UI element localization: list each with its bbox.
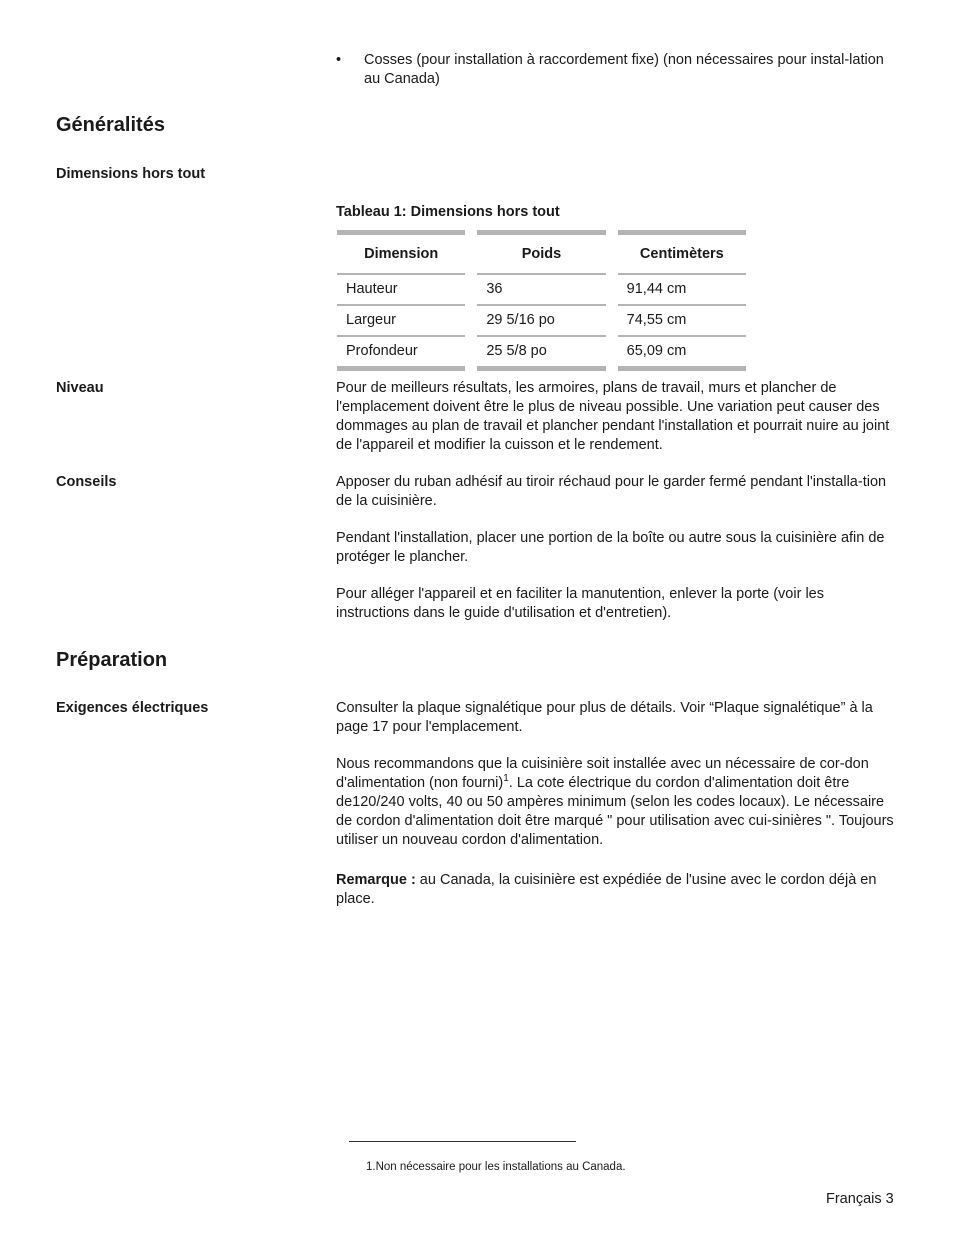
table-caption: Tableau 1: Dimensions hors tout — [336, 204, 560, 220]
table-cell: 65,09 cm — [618, 337, 746, 371]
table-cell: Hauteur — [337, 275, 465, 306]
table-cell: 74,55 cm — [618, 306, 746, 337]
electrical-paragraph-1 — [336, 699, 900, 737]
electrical-paragraph-2 — [336, 755, 900, 850]
table-header-cell: Dimension — [337, 230, 465, 275]
remark-label: Remarque : — [336, 872, 416, 888]
electrical-text: Consulter la plaque signalétique pour plus de détails. Voir “Plaque signalétique” à la page 17 pour l'emplacement. — [336, 700, 873, 735]
electrical-text — [336, 755, 900, 850]
table-header-cell: Poids — [477, 230, 605, 275]
conseils-text: Pour alléger l'appareil et en faciliter la manutention, enlever la porte (voir les instructions dans le guide d'utilisation et d'entretien). — [336, 586, 824, 621]
remark-text: au Canada, la cuisinière est expédiée de l'usine avec le cordon déjà en place. — [336, 872, 877, 907]
section-title-preparation: Préparation — [56, 649, 168, 671]
page-footer: Français 3 — [826, 1191, 894, 1207]
niveau-text: Pour de meilleurs résultats, les armoires, plans de travail, murs et plancher de l'emplacement doivent être le plus de niveau possible. Une variation peut causer des dommages au plan de travail et plancher pendant l'installation et pourrait nuire au joint de l'appareil et modifier la cuisson et le rendement. — [336, 380, 890, 453]
conseils-text: Apposer du ruban adhésif au tiroir réchaud pour le garder fermé pendant l'installa-tion de la cuisinière. — [336, 474, 887, 509]
table-cell: 36 — [477, 275, 605, 306]
table-cell: Largeur — [337, 306, 465, 337]
section-title-generalites: Généralités — [56, 114, 165, 136]
table-row — [337, 275, 746, 306]
table-cell: 91,44 cm — [618, 275, 746, 306]
heading-niveau: Niveau — [56, 380, 104, 396]
heading-conseils: Conseils — [56, 474, 117, 490]
table-cell: 29 5/16 po — [477, 306, 605, 337]
table-header-cell: Centimèters — [618, 230, 746, 275]
bullet-text: Cosses (pour installation à raccordement fixe) (non nécessaires pour instal-lation au Canada) — [364, 52, 884, 87]
footnote: 1.Non nécessaire pour les installations au Canada. — [366, 1161, 626, 1173]
table-cell: 25 5/8 po — [477, 337, 605, 371]
heading-exigences-electriques: Exigences électriques — [56, 700, 209, 716]
electrical-text-part1: Nous recommandons que la cuisinière soit installée avec un nécessaire de cor-don d'alimentation (non fourni) — [336, 756, 869, 791]
conseils-paragraph-2 — [336, 529, 900, 567]
table-header-row — [337, 230, 746, 275]
bullet-marker: • — [336, 52, 342, 68]
footnote-divider — [349, 1141, 576, 1142]
conseils-text: Pendant l'installation, placer une portion de la boîte ou autre sous la cuisinière afin de protéger le plancher. — [336, 530, 885, 565]
heading-dimensions: Dimensions hors tout — [56, 166, 206, 182]
table-row — [337, 337, 746, 371]
dimensions-table — [337, 230, 746, 371]
niveau-paragraph — [336, 379, 900, 455]
electrical-text-part2: . La cote électrique du cordon d'alimentation doit être de120/240 volts, 40 ou 50 ampères minimum (selon les codes locaux). Le nécessaire de cordon d'alimentation doit être marqué " pour utilisation avec cui-sinières ". Toujours utiliser un nouveau cordon d'alimentation. — [336, 775, 894, 848]
remark-paragraph — [336, 871, 900, 909]
table-row — [337, 306, 746, 337]
conseils-paragraph-3 — [336, 585, 900, 623]
footnote-reference: 1 — [503, 773, 509, 785]
top-bullet-item — [336, 51, 896, 89]
conseils-paragraph-1 — [336, 473, 900, 511]
table-cell: Profondeur — [337, 337, 465, 371]
